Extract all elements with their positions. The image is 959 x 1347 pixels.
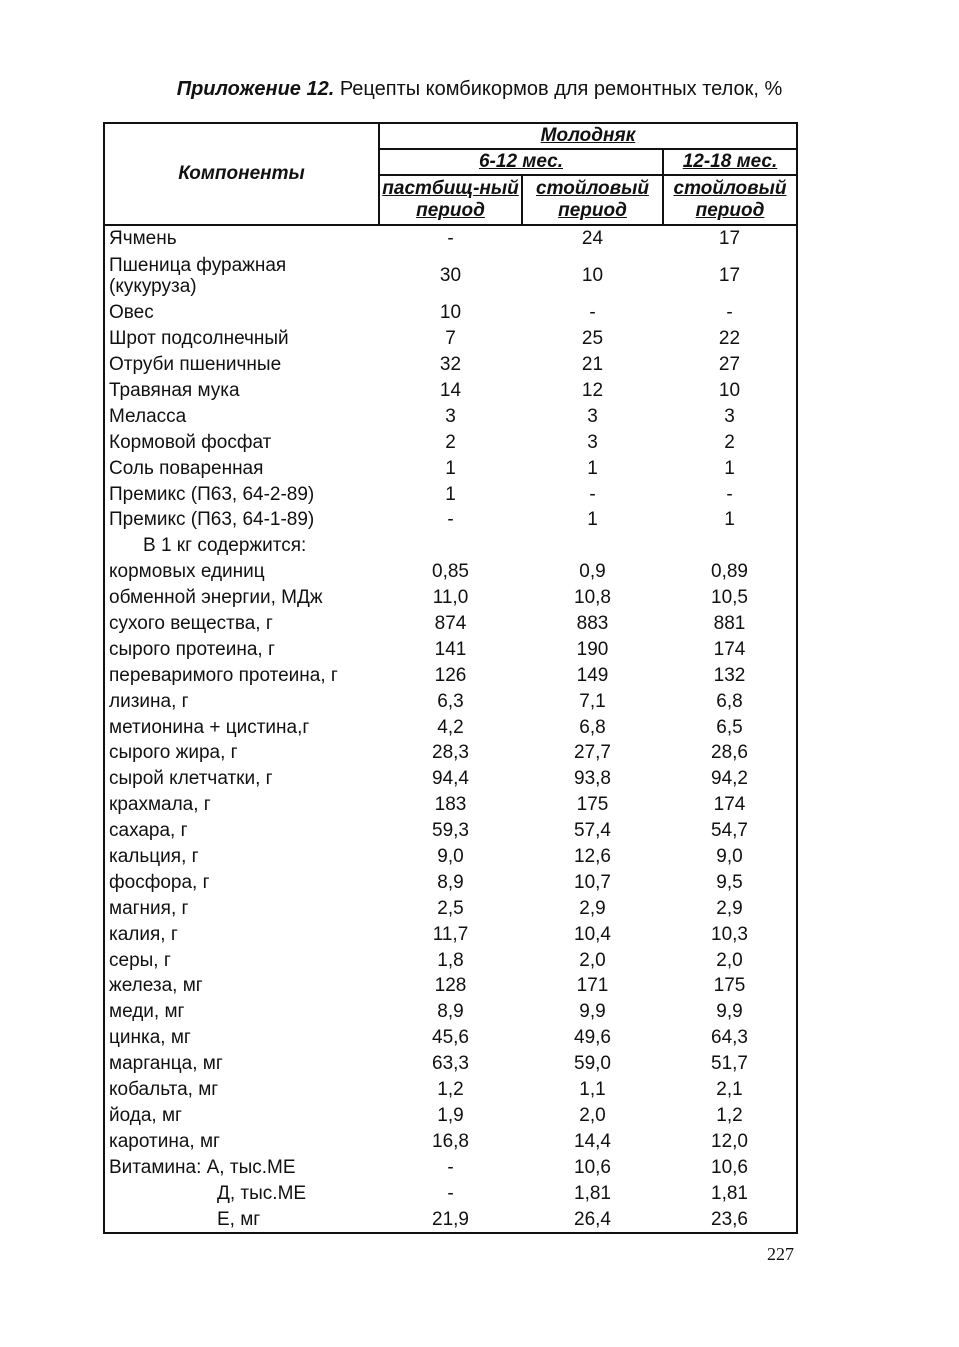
cell-stall-12-18-value: 9,9 bbox=[663, 999, 797, 1025]
cell-stall-6-12-value: 3 bbox=[587, 431, 598, 453]
cell-stall-6-12-value: 27,7 bbox=[574, 742, 611, 764]
cell-stall-6-12-value: 25 bbox=[581, 328, 604, 350]
table-row bbox=[104, 378, 797, 404]
cell-stall-12-18-value: 54,7 bbox=[663, 818, 797, 844]
cell-component-name: Витамина: А, тыс.МЕ bbox=[104, 1154, 379, 1180]
cell-component-name: метионина + цистина,г bbox=[104, 714, 379, 740]
cell-pasture-value bbox=[379, 533, 522, 559]
cell-component-name: железа, мг bbox=[104, 973, 379, 999]
cell-stall-12-18-value: 881 bbox=[663, 611, 797, 637]
cell-pasture-value: 1 bbox=[445, 483, 456, 505]
cell-stall-6-12-value: 9,9 bbox=[579, 1001, 606, 1023]
cell-pasture-value: 4,2 bbox=[437, 716, 464, 738]
table-row bbox=[104, 300, 797, 326]
table-row bbox=[104, 740, 797, 766]
cell-stall-6-12-value: 14,4 bbox=[574, 1130, 611, 1152]
cell-stall-6-12-value: 3 bbox=[587, 405, 598, 427]
table-row bbox=[104, 1206, 797, 1233]
cell-component-name: Кормовой фосфат bbox=[104, 429, 379, 455]
cell-component-name: цинка, мг bbox=[104, 1025, 379, 1051]
table-row bbox=[104, 999, 797, 1025]
table-row bbox=[104, 921, 797, 947]
cell-stall-12-18-value: 1 bbox=[663, 455, 797, 481]
cell-stall-12-18-value: 10,5 bbox=[663, 585, 797, 611]
cell-pasture-value: 63,3 bbox=[432, 1053, 469, 1075]
cell-component-name: Меласса bbox=[104, 403, 379, 429]
header-period-stall-1-label: стойловый период bbox=[536, 178, 649, 221]
table-row bbox=[104, 844, 797, 870]
cell-stall-6-12-value: - bbox=[589, 302, 596, 324]
cell-component-name: калия, г bbox=[104, 921, 379, 947]
table-row bbox=[104, 766, 797, 792]
table-row bbox=[104, 1154, 797, 1180]
cell-component-name: сахара, г bbox=[104, 818, 379, 844]
cell-pasture-value: 3 bbox=[445, 405, 456, 427]
cell-component-name: обменной энергии, МДж bbox=[104, 585, 379, 611]
table-row bbox=[104, 688, 797, 714]
table-row bbox=[104, 792, 797, 818]
cell-pasture-value: 28,3 bbox=[432, 742, 469, 764]
cell-stall-6-12-value: 12 bbox=[581, 380, 604, 401]
cell-pasture-value: 1,2 bbox=[437, 1079, 464, 1101]
cell-stall-6-12-value: 2,9 bbox=[579, 897, 606, 919]
cell-stall-6-12-value: 1 bbox=[587, 509, 598, 531]
cell-stall-6-12-value: 883 bbox=[576, 613, 609, 635]
cell-stall-6-12-value: 1 bbox=[587, 457, 598, 479]
table-row bbox=[104, 636, 797, 662]
cell-stall-12-18-value bbox=[663, 533, 797, 559]
table-row bbox=[104, 947, 797, 973]
cell-pasture-value: 14 bbox=[439, 380, 462, 401]
cell-component-name: Шрот подсолнечный bbox=[104, 326, 379, 352]
table-row bbox=[104, 1103, 797, 1129]
table-row bbox=[104, 1051, 797, 1077]
cell-component-name: магния, г bbox=[104, 895, 379, 921]
cell-stall-12-18-value: 132 bbox=[663, 662, 797, 688]
cell-pasture-value: 11,0 bbox=[432, 587, 469, 609]
cell-component-name: сырого протеина, г bbox=[104, 636, 379, 662]
cell-component-name: кальция, г bbox=[104, 844, 379, 870]
header-age-6-12 bbox=[379, 149, 663, 175]
cell-stall-6-12-value: 1,81 bbox=[574, 1182, 611, 1204]
cell-stall-12-18-value: 28,6 bbox=[663, 740, 797, 766]
cell-component-name: сырого жира, г bbox=[104, 740, 379, 766]
cell-stall-12-18-value: 2,1 bbox=[663, 1077, 797, 1103]
cell-stall-12-18-value: 12,0 bbox=[663, 1128, 797, 1154]
table-row bbox=[104, 1025, 797, 1051]
cell-component-name: кормовых единиц bbox=[104, 559, 379, 585]
cell-stall-12-18-value: 1,81 bbox=[663, 1180, 797, 1206]
cell-pasture-value: 1,9 bbox=[437, 1104, 464, 1126]
cell-pasture-value: 1 bbox=[445, 457, 456, 479]
cell-stall-6-12-value: 10 bbox=[581, 265, 604, 287]
cell-stall-12-18-value: - bbox=[663, 300, 797, 326]
cell-stall-6-12-value: 190 bbox=[576, 638, 609, 660]
cell-component-name: каротина, мг bbox=[104, 1128, 379, 1154]
table-row bbox=[104, 585, 797, 611]
header-age-12-18-label: 12-18 мес. bbox=[682, 151, 778, 172]
table-row bbox=[104, 662, 797, 688]
header-group-label: Молодняк bbox=[540, 125, 636, 146]
cell-pasture-value: 2,5 bbox=[437, 897, 464, 919]
table-row bbox=[104, 507, 797, 533]
header-period-stall-1 bbox=[522, 175, 663, 225]
cell-stall-6-12-value: 59,0 bbox=[574, 1053, 611, 1075]
cell-stall-12-18-value: 1 bbox=[663, 507, 797, 533]
cell-stall-12-18-value: 10 bbox=[663, 378, 797, 404]
cell-pasture-value: 59,3 bbox=[432, 820, 469, 842]
cell-stall-6-12-value: 57,4 bbox=[574, 820, 611, 842]
cell-stall-12-18-value: 94,2 bbox=[663, 766, 797, 792]
cell-pasture-value: 45,6 bbox=[432, 1027, 469, 1049]
feed-recipes-table bbox=[103, 122, 798, 1234]
cell-pasture-value: 6,3 bbox=[437, 690, 464, 712]
cell-component-name: йода, мг bbox=[104, 1103, 379, 1129]
cell-stall-6-12-value: 0,9 bbox=[579, 561, 606, 583]
cell-stall-6-12-value: 21 bbox=[581, 354, 604, 376]
cell-stall-12-18-value: 2 bbox=[663, 429, 797, 455]
cell-stall-12-18-value: 10,6 bbox=[663, 1154, 797, 1180]
caption-label: Приложение 12. bbox=[176, 78, 335, 100]
cell-stall-12-18-value: 9,0 bbox=[663, 844, 797, 870]
cell-pasture-value: 10 bbox=[439, 302, 462, 324]
table-row bbox=[104, 611, 797, 637]
cell-pasture-value: 8,9 bbox=[437, 871, 464, 893]
cell-stall-6-12-value: 10,6 bbox=[574, 1156, 611, 1178]
cell-pasture-value: - bbox=[447, 228, 454, 250]
cell-stall-12-18-value: 1,2 bbox=[663, 1103, 797, 1129]
caption-text: Рецепты комбикормов для ремонтных телок, % bbox=[334, 78, 783, 100]
cell-stall-12-18-value: 17 bbox=[663, 225, 797, 252]
cell-stall-12-18-value: 2,0 bbox=[663, 947, 797, 973]
cell-stall-6-12-value: 10,4 bbox=[574, 923, 611, 945]
table-row bbox=[104, 252, 797, 300]
cell-component-name: Премикс (П63, 64-2-89) bbox=[104, 481, 379, 507]
cell-stall-12-18-value: 6,8 bbox=[663, 688, 797, 714]
cell-stall-6-12-value: 24 bbox=[581, 228, 604, 250]
cell-stall-12-18-value: 22 bbox=[663, 326, 797, 352]
cell-stall-6-12-value: 12,6 bbox=[574, 846, 611, 868]
cell-pasture-value: 1,8 bbox=[437, 949, 464, 971]
cell-stall-6-12-value: 10,8 bbox=[574, 587, 611, 609]
cell-stall-12-18-value: 27 bbox=[663, 352, 797, 378]
header-period-stall-2-label: стойловый период bbox=[673, 178, 787, 221]
table-row bbox=[104, 714, 797, 740]
cell-pasture-value: 30 bbox=[439, 265, 462, 287]
cell-pasture-value: - bbox=[447, 509, 454, 531]
cell-component-name: фосфора, г bbox=[104, 869, 379, 895]
cell-component-name: Отруби пшеничные bbox=[104, 352, 379, 378]
cell-stall-12-18-value: 0,89 bbox=[663, 559, 797, 585]
header-period-pasture bbox=[379, 175, 522, 225]
table-caption bbox=[0, 76, 959, 102]
cell-pasture-value: 0,85 bbox=[432, 561, 469, 583]
header-age-6-12-label: 6-12 мес. bbox=[478, 151, 563, 172]
cell-component-name: кобальта, мг bbox=[104, 1077, 379, 1103]
cell-stall-6-12-value: 171 bbox=[576, 975, 609, 997]
header-period-pasture-label: пастбищ-ный период bbox=[382, 178, 519, 221]
cell-stall-6-12-value: 2,0 bbox=[579, 949, 606, 971]
cell-stall-6-12-value: 149 bbox=[576, 664, 609, 686]
cell-stall-12-18-value: - bbox=[663, 481, 797, 507]
header-components: Компоненты bbox=[104, 123, 379, 225]
table-row bbox=[104, 352, 797, 378]
cell-pasture-value: 94,4 bbox=[432, 768, 469, 790]
cell-stall-12-18-value: 2,9 bbox=[663, 895, 797, 921]
table-row bbox=[104, 1077, 797, 1103]
cell-pasture-value: 21,9 bbox=[379, 1206, 522, 1233]
cell-pasture-value: 32 bbox=[439, 354, 462, 376]
table-row bbox=[104, 326, 797, 352]
cell-pasture-value: - bbox=[447, 1182, 454, 1204]
cell-stall-6-12-value bbox=[522, 533, 663, 559]
cell-stall-6-12-value: 7,1 bbox=[579, 690, 606, 712]
table-row bbox=[104, 895, 797, 921]
cell-component-name: Премикс (П63, 64-1-89) bbox=[104, 507, 379, 533]
table-row bbox=[104, 225, 797, 252]
cell-component-name: Д, тыс.МЕ bbox=[104, 1180, 379, 1206]
cell-stall-12-18-value: 175 bbox=[663, 973, 797, 999]
table-row bbox=[104, 1180, 797, 1206]
cell-component-name: Пшеница фуражная (кукуруза) bbox=[104, 252, 379, 300]
cell-stall-12-18-value: 23,6 bbox=[663, 1206, 797, 1233]
cell-stall-6-12-value: 93,8 bbox=[574, 768, 611, 790]
cell-pasture-value: 8,9 bbox=[437, 1001, 464, 1023]
cell-stall-6-12-value: 49,6 bbox=[574, 1027, 611, 1049]
cell-component-name: меди, мг bbox=[104, 999, 379, 1025]
cell-stall-6-12-value: - bbox=[589, 483, 596, 505]
cell-stall-12-18-value: 6,5 bbox=[663, 714, 797, 740]
cell-component-name: крахмала, г bbox=[104, 792, 379, 818]
cell-stall-12-18-value: 3 bbox=[663, 403, 797, 429]
table-row bbox=[104, 559, 797, 585]
cell-stall-12-18-value: 51,7 bbox=[663, 1051, 797, 1077]
cell-component-name: сырой клетчатки, г bbox=[104, 766, 379, 792]
cell-pasture-value: 7 bbox=[445, 328, 456, 350]
cell-stall-12-18-value: 64,3 bbox=[663, 1025, 797, 1051]
cell-component-name: Соль поваренная bbox=[104, 455, 379, 481]
cell-stall-6-12-value: 2,0 bbox=[579, 1104, 606, 1126]
cell-component-name: переваримого протеина, г bbox=[104, 662, 379, 688]
cell-stall-6-12-value: 6,8 bbox=[579, 716, 606, 738]
cell-stall-12-18-value: 10,3 bbox=[663, 921, 797, 947]
cell-component-name: лизина, г bbox=[104, 688, 379, 714]
cell-pasture-value: 9,0 bbox=[437, 846, 464, 868]
table-row bbox=[104, 429, 797, 455]
cell-pasture-value: 141 bbox=[434, 638, 467, 660]
cell-pasture-value: 126 bbox=[434, 664, 467, 686]
cell-pasture-value: 11,7 bbox=[432, 923, 469, 945]
cell-stall-12-18-value: 9,5 bbox=[663, 869, 797, 895]
cell-component-name: Травяная мука bbox=[104, 378, 379, 404]
cell-pasture-value: 874 bbox=[434, 613, 467, 635]
cell-component-name: В 1 кг содержится: bbox=[104, 533, 379, 559]
header-period-stall-2 bbox=[663, 175, 797, 225]
cell-pasture-value: 2 bbox=[445, 431, 456, 453]
table-row bbox=[104, 818, 797, 844]
cell-pasture-value: 128 bbox=[434, 975, 467, 997]
cell-component-name: Овес bbox=[104, 300, 379, 326]
cell-component-name: сухого вещества, г bbox=[104, 611, 379, 637]
table-row bbox=[104, 533, 797, 559]
cell-component-name: марганца, мг bbox=[104, 1051, 379, 1077]
table-row bbox=[104, 403, 797, 429]
table-row bbox=[104, 1128, 797, 1154]
cell-stall-12-18-value: 174 bbox=[663, 792, 797, 818]
cell-component-name: серы, г bbox=[104, 947, 379, 973]
cell-pasture-value: 16,8 bbox=[432, 1130, 469, 1152]
cell-stall-6-12-value: 1,1 bbox=[579, 1079, 606, 1101]
cell-component-name: Е, мг bbox=[104, 1206, 379, 1233]
table-row bbox=[104, 869, 797, 895]
table-row bbox=[104, 455, 797, 481]
cell-pasture-value: 183 bbox=[434, 794, 467, 816]
cell-stall-6-12-value: 26,4 bbox=[522, 1206, 663, 1233]
header-age-12-18 bbox=[663, 149, 797, 175]
cell-stall-12-18-value: 174 bbox=[663, 636, 797, 662]
cell-stall-12-18-value: 17 bbox=[663, 252, 797, 300]
cell-component-name: Ячмень bbox=[104, 225, 379, 252]
table-body bbox=[104, 225, 797, 1233]
cell-stall-6-12-value: 175 bbox=[576, 794, 609, 816]
cell-pasture-value: - bbox=[447, 1156, 454, 1178]
header-group bbox=[379, 123, 797, 149]
cell-stall-6-12-value: 10,7 bbox=[574, 871, 611, 893]
page-number: 227 bbox=[767, 1244, 794, 1264]
table-row bbox=[104, 481, 797, 507]
table-row bbox=[104, 973, 797, 999]
